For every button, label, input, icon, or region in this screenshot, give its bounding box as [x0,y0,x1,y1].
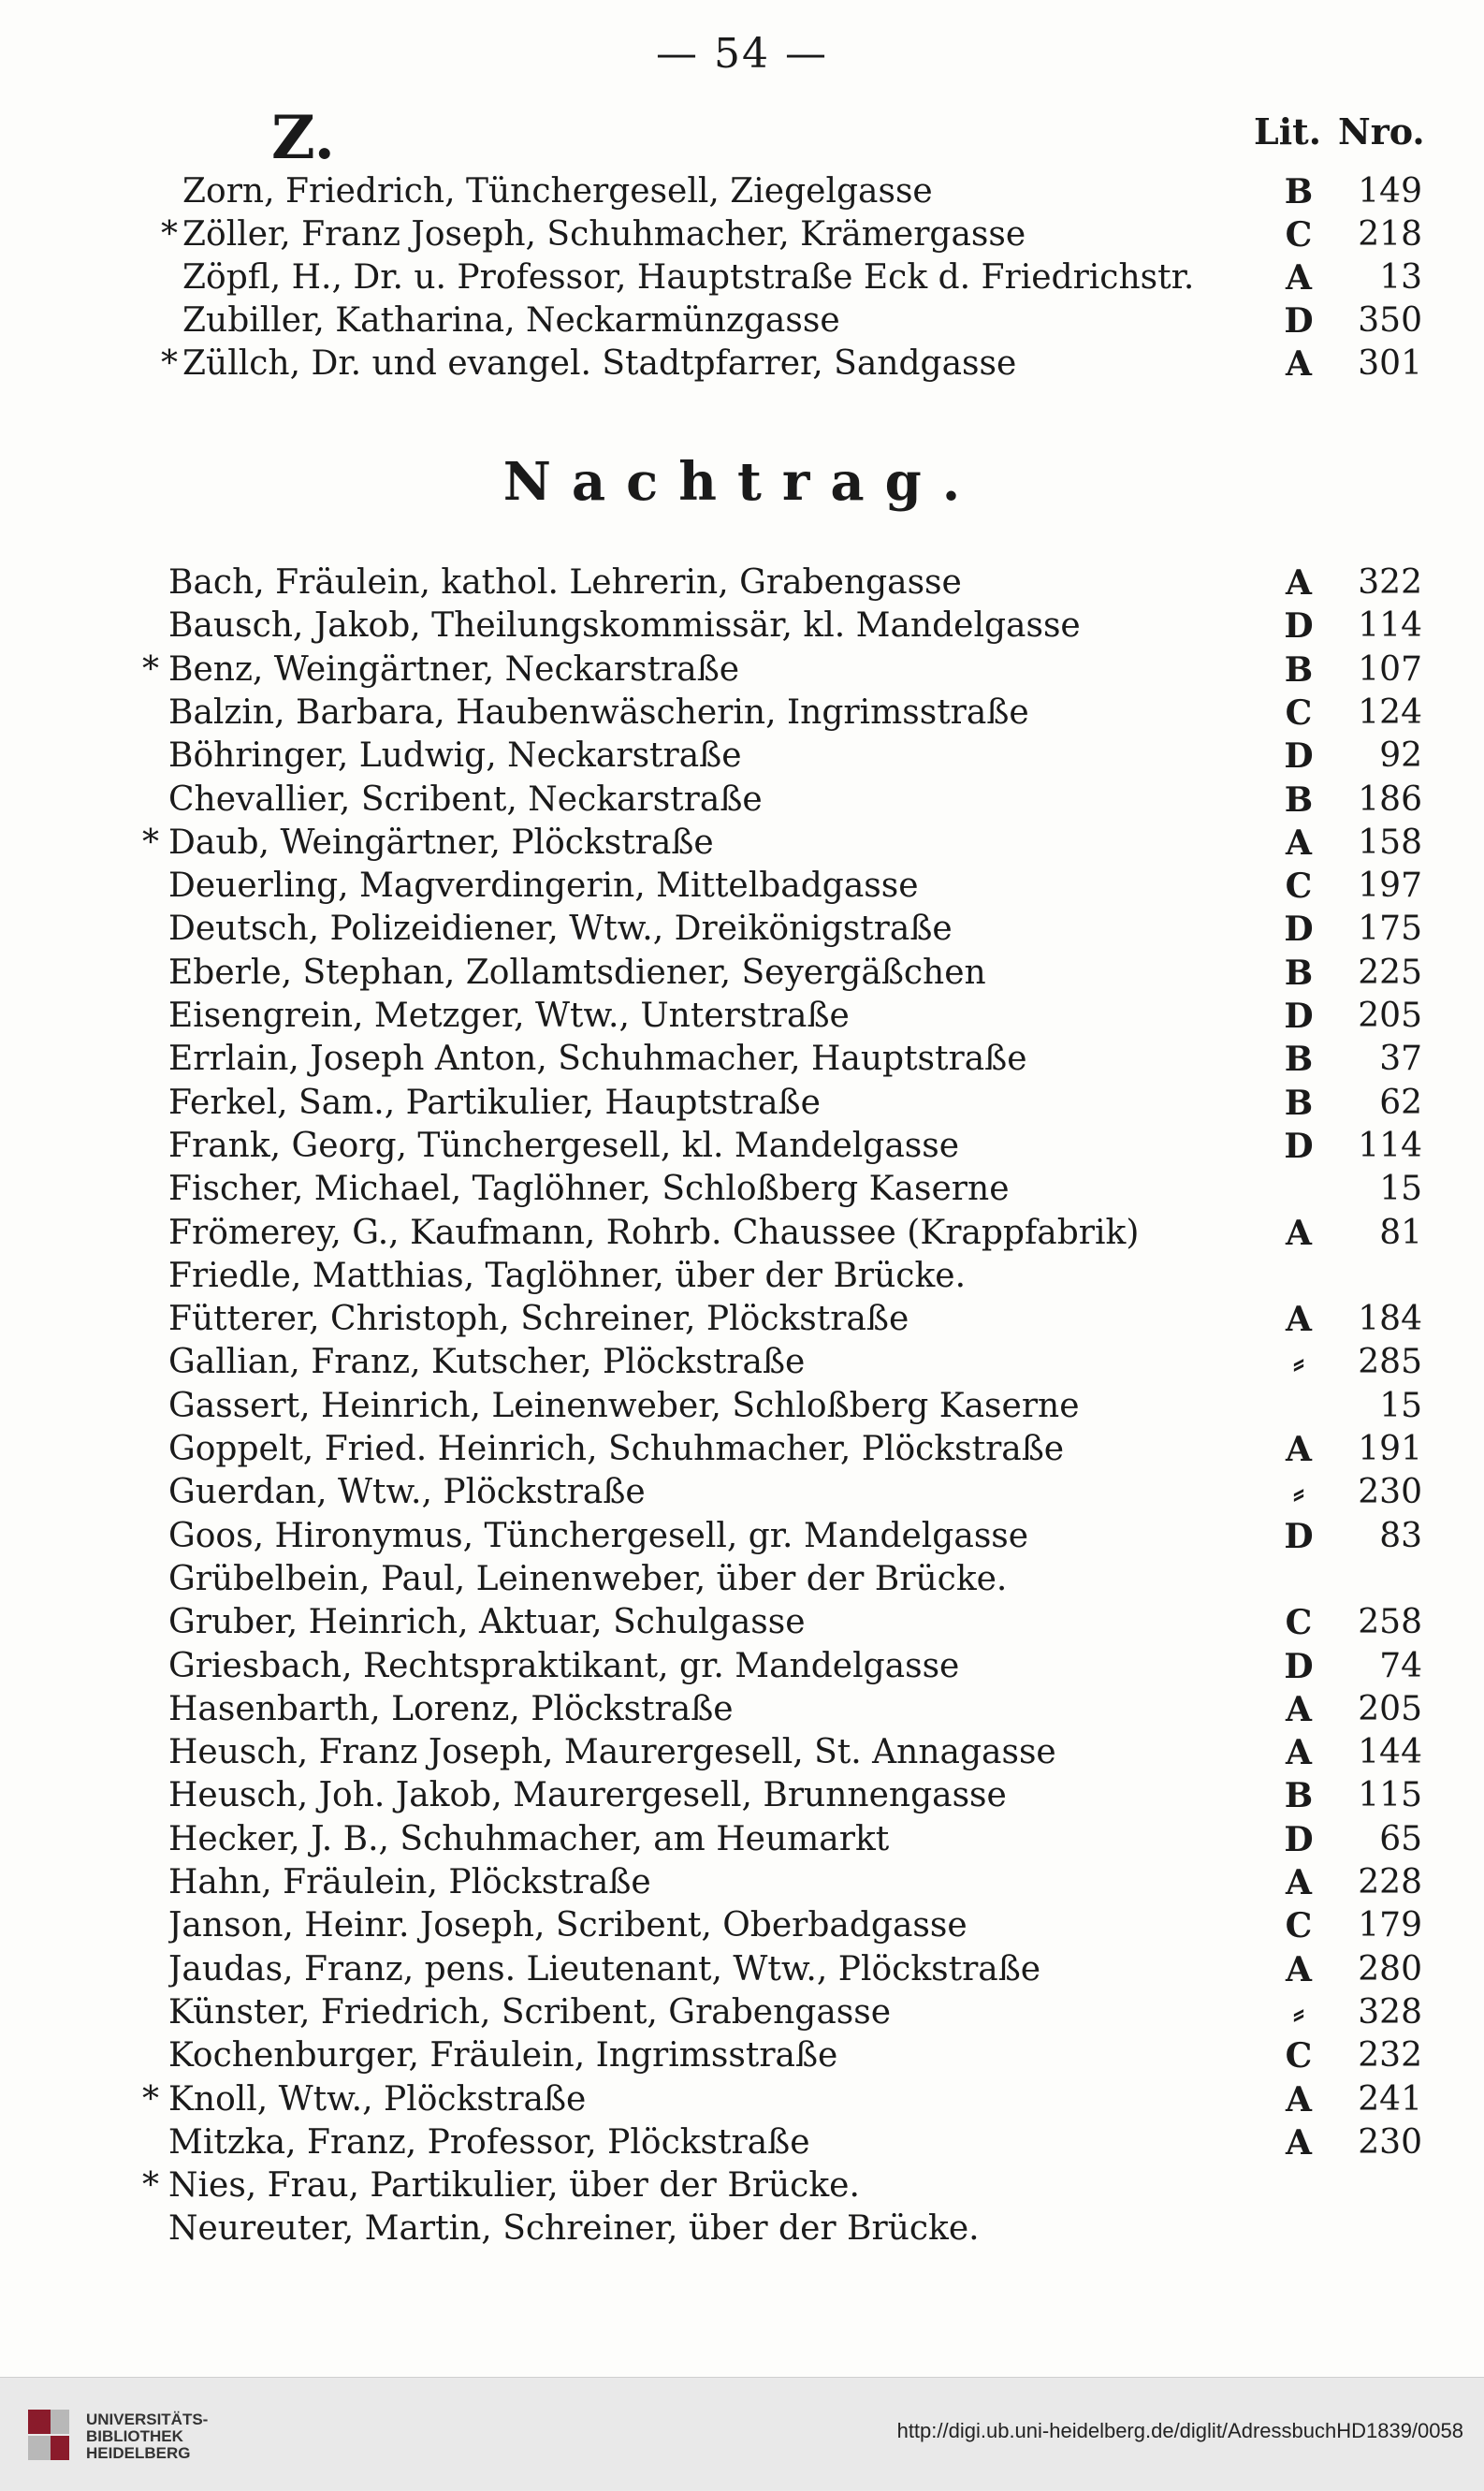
logo-line: BIBLIOTHEK [86,2427,183,2445]
entry-nro: 74 [1379,1646,1422,1685]
entry-nro: 15 [1379,1386,1422,1425]
entry-nro: 205 [1358,997,1422,1035]
entry-nro: 158 [1358,823,1422,862]
entry-lit: A [1286,258,1312,298]
directory-entry-row [0,213,1484,256]
entry-lit: ⸗ [1293,1343,1304,1383]
entry-nro: 225 [1358,953,1422,992]
entry-nro: 124 [1358,692,1422,732]
entry-nro: 175 [1358,910,1422,949]
entry-name: Hahn, Fräulein, Plöckstraße [168,1863,651,1901]
entry-nro: 197 [1358,867,1422,906]
entry-star-marker: * [161,344,178,383]
entry-lit: A [1286,1689,1312,1729]
directory-entry-row [0,1645,1484,1688]
directory-entry-row [0,1904,1484,1947]
directory-entry-row [0,1038,1484,1081]
entry-name: Zöller, Franz Joseph, Schuhmacher, Krämergasse [182,215,1026,254]
entry-lit: A [1286,1213,1312,1253]
directory-entry-row [0,170,1484,213]
directory-entry-row [0,648,1484,692]
entry-nro: 230 [1358,1473,1422,1512]
entry-name: Guerdan, Wtw., Plöckstraße [168,1473,646,1512]
directory-entry-row [0,256,1484,299]
entry-lit: A [1286,344,1312,384]
entry-nro: 115 [1358,1776,1422,1815]
entry-nro: 301 [1358,344,1422,383]
entry-nro: 62 [1379,1083,1422,1122]
directory-entry-row [0,1861,1484,1904]
entry-nro: 37 [1379,1040,1422,1079]
directory-entry-row [0,342,1484,386]
directory-entry-row [0,995,1484,1038]
entry-name: Deutsch, Polizeidiener, Wtw., Dreikönigstraße [168,910,953,949]
entry-name: Heusch, Franz Joseph, Maurergesell, St. Annagasse [168,1733,1056,1772]
entry-name: Errlain, Joseph Anton, Schuhmacher, Hauptstraße [168,1040,1027,1079]
entry-lit: B [1284,1776,1314,1816]
entry-lit: A [1286,563,1312,603]
entry-nro: 322 [1358,563,1422,602]
entry-nro: 114 [1358,1126,1422,1165]
entry-lit: D [1284,1126,1314,1166]
directory-entry-row [0,1991,1484,2034]
entry-lit: A [1286,1949,1312,1989]
entry-name: Balzin, Barbara, Haubenwäscherin, Ingrimsstraße [168,692,1029,732]
entry-name: Frank, Georg, Tünchergesell, kl. Mandelgasse [168,1126,960,1165]
directory-entry-row [0,822,1484,865]
entry-star-marker: * [142,649,159,689]
entry-lit: D [1284,1819,1314,1859]
entry-name: Eberle, Stephan, Zollamtsdiener, Seyergäßchen [168,953,986,992]
entry-nro: 350 [1358,301,1422,340]
entry-name: Hecker, J. B., Schuhmacher, am Heumarkt [168,1819,890,1858]
entry-nro: 15 [1379,1170,1422,1209]
entry-nro: 328 [1358,1992,1422,2032]
entry-name: Fischer, Michael, Taglöhner, Schloßberg Kaserne [168,1170,1010,1209]
entry-lit: D [1284,1646,1314,1686]
entry-lit: A [1286,2122,1312,2163]
entry-lit: A [1286,1863,1312,1902]
source-url-link[interactable]: http://digi.ub.uni-heidelberg.de/diglit/AdressbuchHD1839/0058 [896,2419,1463,2442]
entry-name: Goos, Hironymus, Tünchergesell, gr. Mandelgasse [168,1516,1029,1555]
entry-nro: 230 [1358,2122,1422,2162]
library-logo-text [86,2411,208,2462]
entry-lit: C [1285,692,1313,733]
entry-name: Bach, Fräulein, kathol. Lehrerin, Grabengasse [168,563,962,602]
entry-name: Hasenbarth, Lorenz, Plöckstraße [168,1689,734,1728]
directory-entry-row [0,1948,1484,1991]
directory-entry-row [0,1731,1484,1774]
entry-name: Züllch, Dr. und evangel. Stadtpfarrer, Sandgasse [182,344,1017,383]
entry-nro: 92 [1379,736,1422,776]
directory-entry-row [0,1818,1484,1861]
entry-nro: 144 [1358,1733,1422,1772]
entry-lit: C [1285,1906,1313,1946]
entry-nro: 241 [1358,2079,1422,2119]
directory-entry-row [0,1515,1484,1558]
directory-entry-row [0,1255,1484,1298]
entry-star-marker: * [161,215,178,254]
entry-lit: B [1284,649,1314,690]
entry-lit: D [1284,997,1314,1036]
entry-nro: 83 [1379,1516,1422,1555]
logo-line: UNIVERSITÄTS- [86,2411,209,2428]
entry-name: Gassert, Heinrich, Leinenweber, Schloßberg Kaserne [168,1386,1080,1425]
entry-lit: A [1286,1300,1312,1340]
directory-entry-row [0,865,1484,908]
entry-nro: 228 [1358,1863,1422,1901]
entry-lit: B [1284,953,1314,993]
entry-lit: D [1284,1516,1314,1556]
directory-entry-row [0,605,1484,648]
entry-name: Künster, Friedrich, Scribent, Grabengasse [168,1992,892,2032]
directory-entry-row [0,1558,1484,1601]
directory-entry-row [0,1298,1484,1341]
directory-entry-row [0,1774,1484,1817]
entry-star-marker: * [142,2079,159,2119]
entry-lit: B [1284,1040,1314,1080]
directory-entry-row [0,2207,1484,2251]
entry-name: Janson, Heinr. Joseph, Scribent, Oberbadgasse [168,1906,968,1945]
entry-nro: 191 [1358,1430,1422,1468]
entry-name: Zubiller, Katharina, Neckarmünzgasse [182,301,840,340]
directory-entry-row [0,1688,1484,1731]
entry-lit: D [1284,910,1314,950]
directory-entry-row [0,735,1484,778]
entry-star-marker: * [142,823,159,862]
directory-entry-row [0,2078,1484,2121]
entry-nro: 149 [1358,172,1422,211]
entry-nro: 114 [1358,606,1422,646]
entry-nro: 107 [1358,649,1422,689]
directory-entry-row [0,1168,1484,1211]
entry-lit: D [1284,736,1314,777]
entry-nro: 13 [1379,258,1422,297]
entry-name: Neureuter, Martin, Schreiner, über der Brücke. [168,2209,980,2249]
directory-entry-row [0,908,1484,951]
column-header-nro: Nro. [1338,110,1425,153]
page-number: — 54 — [656,30,828,78]
entry-lit: B [1284,1083,1314,1123]
nachtrag-heading: Nachtrag. [502,451,982,513]
directory-entry-row [0,1125,1484,1168]
entry-nro: 285 [1358,1343,1422,1382]
directory-entry-row [0,2034,1484,2077]
directory-entry-row [0,2164,1484,2207]
entry-name: Goppelt, Fried. Heinrich, Schuhmacher, Plöckstraße [168,1430,1065,1468]
column-header-lit: Lit. [1254,110,1321,153]
entry-name: Knoll, Wtw., Plöckstraße [168,2079,587,2119]
directory-entry-row [0,692,1484,735]
entry-name: Eisengrein, Metzger, Wtw., Unterstraße [168,997,850,1035]
entry-nro: 258 [1358,1603,1422,1642]
entry-name: Gruber, Heinrich, Aktuar, Schulgasse [168,1603,806,1642]
entry-nro: 205 [1358,1689,1422,1728]
entry-name: Grübelbein, Paul, Leinenweber, über der Brücke. [168,1559,1008,1598]
directory-entry-row [0,1082,1484,1125]
entry-star-marker: * [142,2166,159,2206]
entry-nro: 184 [1358,1300,1422,1339]
entry-lit: A [1286,823,1312,863]
entry-nro: 65 [1379,1819,1422,1858]
entry-lit: C [1285,215,1313,255]
entry-lit: B [1284,172,1314,211]
section-letter: Z. [271,103,335,173]
footer-bar [0,2377,1484,2491]
entry-lit: ⸗ [1293,1473,1304,1513]
entry-name: Mitzka, Franz, Professor, Plöckstraße [168,2122,810,2162]
entry-lit: D [1284,606,1314,647]
entry-name: Bausch, Jakob, Theilungskommissär, kl. Mandelgasse [168,606,1081,646]
directory-entry-row [0,1428,1484,1471]
entry-name: Zorn, Friedrich, Tünchergesell, Ziegelgasse [182,172,933,211]
directory-entry-row [0,1212,1484,1255]
entry-lit: ⸗ [1293,1992,1304,2032]
entry-name: Böhringer, Ludwig, Neckarstraße [168,736,742,776]
entry-lit: C [1285,867,1313,907]
entry-nro: 81 [1379,1213,1422,1252]
directory-entry-row [0,561,1484,605]
entry-nro: 232 [1358,2036,1422,2076]
directory-entry-row [0,779,1484,822]
entry-name: Friedle, Matthias, Taglöhner, über der Brücke. [168,1256,967,1295]
directory-entry-row [0,952,1484,995]
entry-lit: C [1285,1603,1313,1643]
directory-entry-row [0,1341,1484,1384]
entry-nro: 186 [1358,779,1422,819]
entry-name: Jaudas, Franz, pens. Lieutenant, Wtw., Plöckstraße [168,1949,1041,1988]
entry-lit: A [1286,2079,1312,2120]
library-logo-icon [22,2406,75,2464]
entry-name: Gallian, Franz, Kutscher, Plöckstraße [168,1343,806,1382]
directory-entry-row [0,1385,1484,1428]
entry-lit: A [1286,1733,1312,1773]
entry-nro: 280 [1358,1949,1422,1988]
entry-name: Griesbach, Rechtspraktikant, gr. Mandelgasse [168,1646,960,1685]
entry-lit: D [1284,301,1314,341]
entry-lit: B [1284,779,1314,820]
entry-name: Zöpfl, H., Dr. u. Professor, Hauptstraße Eck d. Friedrichstr. [182,258,1195,297]
logo-line: HEIDELBERG [86,2444,191,2462]
entry-nro: 179 [1358,1906,1422,1945]
directory-entry-row [0,2121,1484,2164]
entry-name: Fütterer, Christoph, Schreiner, Plöckstraße [168,1300,909,1339]
entry-lit: A [1286,1430,1312,1469]
entry-name: Heusch, Joh. Jakob, Maurergesell, Brunnengasse [168,1776,1007,1815]
directory-entry-row [0,1471,1484,1514]
entry-name: Deuerling, Magverdingerin, Mittelbadgasse [168,867,919,906]
entry-name: Frömerey, G., Kaufmann, Rohrb. Chaussee (Krappfabrik) [168,1213,1140,1252]
directory-entry-row [0,1601,1484,1644]
entry-lit: C [1285,2036,1313,2076]
entry-name: Nies, Frau, Partikulier, über der Brücke. [168,2166,860,2206]
directory-entry-row [0,299,1484,342]
entry-nro: 218 [1358,215,1422,254]
entry-name: Kochenburger, Fräulein, Ingrimsstraße [168,2036,838,2076]
entry-name: Chevallier, Scribent, Neckarstraße [168,779,763,819]
entry-name: Daub, Weingärtner, Plöckstraße [168,823,714,862]
entry-name: Benz, Weingärtner, Neckarstraße [168,649,740,689]
entry-name: Ferkel, Sam., Partikulier, Hauptstraße [168,1083,821,1122]
